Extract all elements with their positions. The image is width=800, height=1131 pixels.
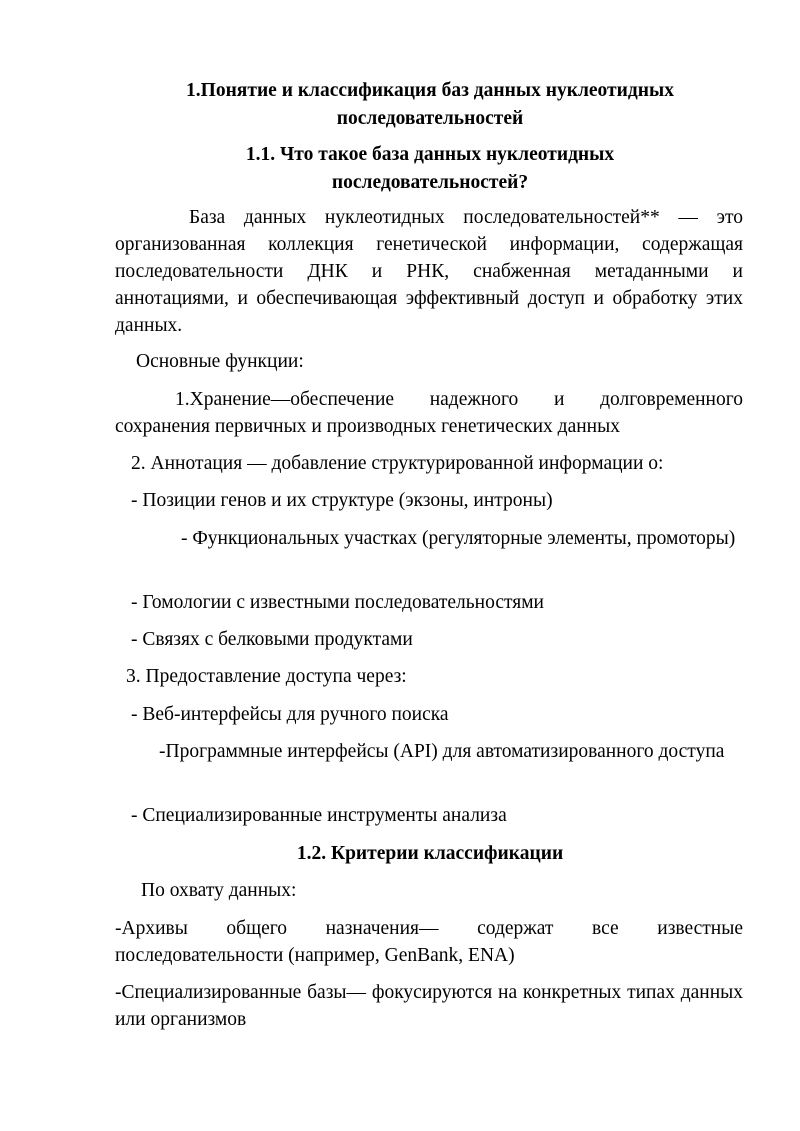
coverage-label: По охвату данных:: [141, 880, 297, 901]
subsection-heading-1-1-line2: последовательностей?: [331, 172, 529, 193]
coverage-item: -Специализированные базы— фокусируются на конкретных типах данных или организмов: [115, 982, 743, 1030]
intro-paragraph: База данных нуклеотидных последовательностей** — это организованная коллекция генетической информации, содержащая последовательности ДНК и РНК, снабженная метаданными и аннотациями, и обеспечивающая эффективный доступ и обработку этих данных.: [115, 207, 743, 336]
subsection-heading-1-1: [100, 141, 760, 197]
function-annotation: 2. Аннотация — добавление структурированной информации о:: [131, 453, 664, 474]
function-storage: 1.Хранение—обеспечение надежного и долговременного сохранения первичных и производных генетических данных: [115, 389, 743, 437]
annotation-item: - Функциональных участках (регуляторные элементы, промоторы): [181, 528, 736, 549]
section-heading-1-line1: 1.Понятие и классификация баз данных нуклеотидных: [186, 80, 674, 101]
access-item: - Специализированные инструменты анализа: [131, 805, 507, 826]
coverage-item: -Архивы общего назначения— содержат все известные последовательности (например, GenBank, ENA): [115, 918, 743, 966]
section-heading-1-line2: последовательностей: [336, 108, 524, 129]
annotation-item: - Связях с белковыми продуктами: [131, 629, 413, 650]
section-heading-1: [100, 77, 760, 133]
annotation-item: - Гомологии с известными последовательностями: [131, 592, 544, 613]
subsection-heading-1-1-line1: 1.1. Что такое база данных нуклеотидных: [245, 144, 615, 165]
access-item: -Программные интерфейсы (API) для автоматизированного доступа: [159, 741, 725, 762]
subsection-heading-1-2: 1.2. Критерии классификации: [296, 843, 564, 864]
access-item: - Веб-интерфейсы для ручного поиска: [131, 704, 449, 725]
functions-label: Основные функции:: [136, 351, 304, 372]
function-access: 3. Предоставление доступа через:: [126, 666, 407, 687]
annotation-item: - Позиции генов и их структуре (экзоны, интроны): [131, 490, 553, 511]
